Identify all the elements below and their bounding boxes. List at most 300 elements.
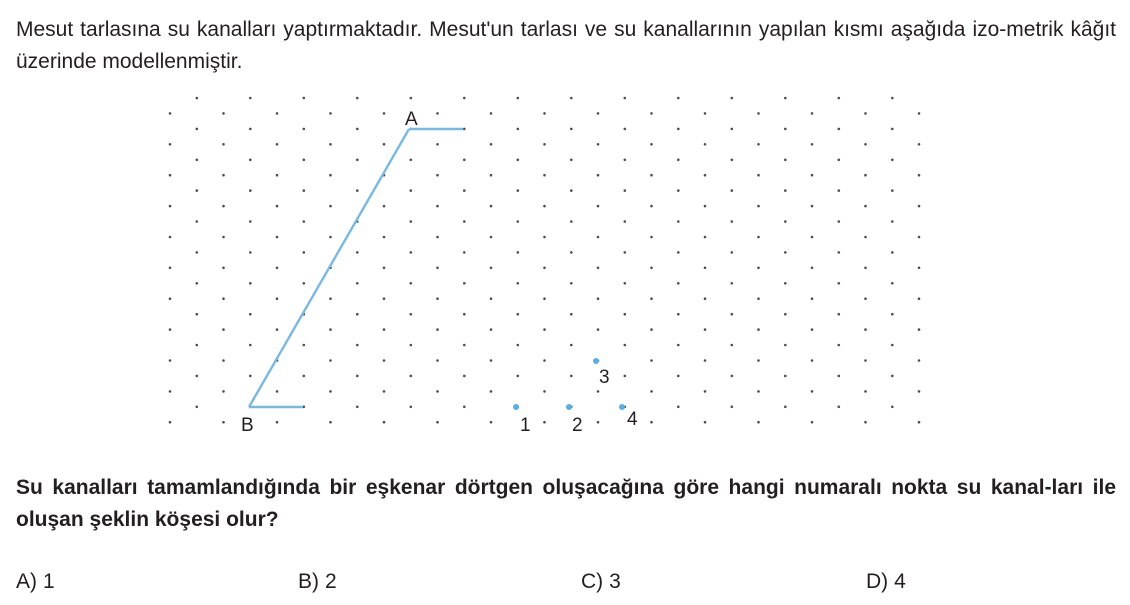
grid-dot xyxy=(704,297,707,300)
grid-dot xyxy=(303,159,306,162)
grid-dot xyxy=(918,267,921,270)
choice-letter: D) xyxy=(866,570,889,593)
grid-dot xyxy=(757,390,760,393)
grid-dot xyxy=(276,143,279,146)
grid-dot xyxy=(490,174,493,177)
choice-value: 4 xyxy=(894,570,906,593)
grid-dot xyxy=(757,236,760,239)
grid-dot xyxy=(704,143,707,146)
grid-dot xyxy=(169,112,172,115)
grid-dot xyxy=(329,174,332,177)
grid-dot xyxy=(356,313,359,316)
grid-dot xyxy=(356,97,359,100)
grid-dot xyxy=(677,344,680,347)
grid-dot xyxy=(543,205,546,208)
grid-dot xyxy=(249,251,252,254)
grid-dot xyxy=(303,128,306,131)
grid-dot xyxy=(677,406,680,409)
grid-dot xyxy=(918,359,921,362)
grid-dot xyxy=(517,220,520,223)
grid-dot xyxy=(704,328,707,331)
grid-dot xyxy=(169,328,172,331)
grid-dot xyxy=(731,282,734,285)
grid-dot xyxy=(222,174,225,177)
grid-dot xyxy=(650,174,653,177)
grid-dot xyxy=(196,282,199,285)
grid-dot xyxy=(249,128,252,131)
grid-dot xyxy=(222,328,225,331)
isometric-dot-grid xyxy=(169,97,921,424)
candidate-label-1: 1 xyxy=(520,415,531,436)
grid-dot xyxy=(276,205,279,208)
grid-dot xyxy=(329,359,332,362)
grid-dot xyxy=(276,297,279,300)
grid-dot xyxy=(918,421,921,424)
grid-dot xyxy=(597,328,600,331)
grid-dot xyxy=(597,112,600,115)
grid-dot xyxy=(731,220,734,223)
grid-dot xyxy=(864,236,867,239)
grid-dot xyxy=(918,390,921,393)
grid-dot xyxy=(731,344,734,347)
grid-dot xyxy=(597,421,600,424)
grid-dot xyxy=(383,421,386,424)
grid-dot xyxy=(329,112,332,115)
grid-dot xyxy=(677,159,680,162)
grid-dot xyxy=(650,421,653,424)
grid-dot xyxy=(329,297,332,300)
grid-dot xyxy=(169,174,172,177)
grid-dot xyxy=(891,282,894,285)
grid-dot xyxy=(597,205,600,208)
grid-dot xyxy=(196,344,199,347)
answer-choice-a[interactable] xyxy=(16,568,55,596)
grid-dot xyxy=(891,251,894,254)
grid-dot xyxy=(838,282,841,285)
grid-dot xyxy=(303,375,306,378)
grid-dot xyxy=(517,344,520,347)
grid-dot xyxy=(677,282,680,285)
grid-dot xyxy=(383,205,386,208)
grid-dot xyxy=(463,97,466,100)
grid-dot xyxy=(784,251,787,254)
grid-dot xyxy=(811,359,814,362)
grid-dot xyxy=(891,159,894,162)
grid-dot xyxy=(169,297,172,300)
grid-dot xyxy=(196,97,199,100)
grid-dot xyxy=(490,421,493,424)
grid-dot xyxy=(436,143,439,146)
grid-dot xyxy=(329,236,332,239)
grid-dot xyxy=(356,406,359,409)
grid-dot xyxy=(329,421,332,424)
grid-dot xyxy=(704,267,707,270)
grid-dot xyxy=(918,143,921,146)
grid-dot xyxy=(624,159,627,162)
grid-dot xyxy=(249,313,252,316)
grid-dot xyxy=(597,174,600,177)
grid-dot xyxy=(463,128,466,131)
grid-dot xyxy=(624,97,627,100)
answer-choice-c[interactable] xyxy=(581,568,621,596)
grid-dot xyxy=(838,189,841,192)
grid-dot xyxy=(410,282,413,285)
grid-dot xyxy=(517,375,520,378)
grid-dot xyxy=(543,112,546,115)
grid-dot xyxy=(704,421,707,424)
grid-dot xyxy=(410,159,413,162)
answer-choice-b[interactable] xyxy=(298,568,337,596)
grid-dot xyxy=(543,421,546,424)
choice-letter: B) xyxy=(298,570,319,593)
grid-dot xyxy=(570,128,573,131)
grid-dot xyxy=(811,205,814,208)
grid-dot xyxy=(650,112,653,115)
grid-dot xyxy=(222,236,225,239)
grid-dot xyxy=(490,205,493,208)
grid-dot xyxy=(410,97,413,100)
grid-dot xyxy=(356,251,359,254)
grid-dot xyxy=(864,267,867,270)
grid-dot xyxy=(517,128,520,131)
candidate-point-4-marker xyxy=(619,404,625,410)
grid-dot xyxy=(864,205,867,208)
grid-dot xyxy=(784,313,787,316)
grid-dot xyxy=(329,390,332,393)
choice-value: 2 xyxy=(325,570,337,593)
grid-dot xyxy=(650,236,653,239)
grid-dot xyxy=(784,406,787,409)
grid-dot xyxy=(677,251,680,254)
grid-dot xyxy=(490,390,493,393)
candidate-label-2: 2 xyxy=(572,415,583,436)
grid-dot xyxy=(838,251,841,254)
grid-dot xyxy=(784,159,787,162)
candidate-point-2-marker xyxy=(566,404,572,410)
grid-dot xyxy=(757,267,760,270)
grid-dot xyxy=(918,112,921,115)
grid-dot xyxy=(650,205,653,208)
grid-dot xyxy=(784,97,787,100)
grid-dot xyxy=(838,159,841,162)
grid-dot xyxy=(650,267,653,270)
grid-dot xyxy=(864,421,867,424)
grid-dot xyxy=(222,359,225,362)
grid-dot xyxy=(650,297,653,300)
grid-dot xyxy=(303,189,306,192)
grid-dot xyxy=(410,344,413,347)
grid-dot xyxy=(757,359,760,362)
vertex-label-b: B xyxy=(241,415,254,436)
choice-value: 3 xyxy=(609,570,621,593)
grid-dot xyxy=(249,97,252,100)
grid-dot xyxy=(329,143,332,146)
grid-dot xyxy=(463,220,466,223)
grid-dot xyxy=(891,344,894,347)
grid-dot xyxy=(383,328,386,331)
grid-dot xyxy=(597,267,600,270)
grid-dot xyxy=(704,174,707,177)
grid-dot xyxy=(490,267,493,270)
grid-dot xyxy=(356,159,359,162)
grid-dot xyxy=(410,189,413,192)
choice-value: 1 xyxy=(43,570,55,593)
grid-dot xyxy=(463,159,466,162)
grid-dot xyxy=(543,390,546,393)
grid-dot xyxy=(677,375,680,378)
grid-dot xyxy=(356,189,359,192)
grid-dot xyxy=(490,112,493,115)
grid-dot xyxy=(222,112,225,115)
grid-dot xyxy=(383,297,386,300)
grid-dot xyxy=(490,328,493,331)
grid-dot xyxy=(196,220,199,223)
grid-dot xyxy=(597,390,600,393)
grid-dot xyxy=(276,236,279,239)
grid-dot xyxy=(490,359,493,362)
grid-dot xyxy=(864,390,867,393)
grid-dot xyxy=(169,205,172,208)
grid-dot xyxy=(731,313,734,316)
grid-dot xyxy=(383,236,386,239)
vertex-label-a: A xyxy=(405,109,418,130)
grid-dot xyxy=(463,251,466,254)
grid-dot xyxy=(757,112,760,115)
grid-dot xyxy=(222,267,225,270)
grid-dot xyxy=(891,220,894,223)
grid-dot xyxy=(838,313,841,316)
grid-dot xyxy=(624,375,627,378)
grid-dot xyxy=(650,143,653,146)
grid-dot xyxy=(410,220,413,223)
grid-dot xyxy=(757,421,760,424)
grid-dot xyxy=(383,390,386,393)
answer-choice-d[interactable] xyxy=(866,568,906,596)
grid-dot xyxy=(169,236,172,239)
grid-dot xyxy=(356,128,359,131)
grid-dot xyxy=(517,282,520,285)
grid-dot xyxy=(811,174,814,177)
grid-dot xyxy=(624,189,627,192)
grid-dot xyxy=(249,220,252,223)
grid-dot xyxy=(570,282,573,285)
grid-dot xyxy=(731,128,734,131)
grid-dot xyxy=(624,251,627,254)
grid-dot xyxy=(436,236,439,239)
grid-dot xyxy=(222,390,225,393)
grid-dot xyxy=(436,421,439,424)
grid-dot xyxy=(570,251,573,254)
grid-dot xyxy=(196,375,199,378)
grid-dot xyxy=(811,112,814,115)
grid-dot xyxy=(410,406,413,409)
grid-dot xyxy=(303,251,306,254)
grid-dot xyxy=(436,297,439,300)
grid-dot xyxy=(383,143,386,146)
grid-dot xyxy=(356,344,359,347)
grid-dot xyxy=(249,189,252,192)
grid-dot xyxy=(463,375,466,378)
grid-dot xyxy=(570,313,573,316)
grid-dot xyxy=(891,128,894,131)
grid-dot xyxy=(329,205,332,208)
grid-dot xyxy=(329,328,332,331)
grid-dot xyxy=(757,205,760,208)
grid-dot xyxy=(570,375,573,378)
grid-dot xyxy=(196,406,199,409)
grid-dot xyxy=(169,421,172,424)
grid-dot xyxy=(811,421,814,424)
grid-dot xyxy=(918,236,921,239)
grid-dot xyxy=(463,344,466,347)
grid-dot xyxy=(704,205,707,208)
grid-dot xyxy=(757,297,760,300)
candidate-label-3: 3 xyxy=(599,367,610,388)
grid-dot xyxy=(918,205,921,208)
grid-dot xyxy=(543,297,546,300)
grid-dot xyxy=(731,189,734,192)
grid-dot xyxy=(490,236,493,239)
grid-dot xyxy=(864,359,867,362)
grid-dot xyxy=(757,174,760,177)
grid-dot xyxy=(731,375,734,378)
question-text: Su kanalları tamamlandığında bir eşkenar dörtgen oluşacağına göre hangi numaralı nokta su kanal-ları ile oluşan şeklin köşesi olur? xyxy=(16,476,1116,531)
grid-dot xyxy=(490,297,493,300)
grid-dot xyxy=(624,220,627,223)
grid-dot xyxy=(784,375,787,378)
grid-dot xyxy=(677,189,680,192)
grid-dot xyxy=(731,97,734,100)
grid-dot xyxy=(517,159,520,162)
grid-dot xyxy=(597,143,600,146)
grid-dot xyxy=(249,375,252,378)
grid-dot xyxy=(677,313,680,316)
grid-dot xyxy=(624,282,627,285)
grid-dot xyxy=(918,174,921,177)
choice-letter: A) xyxy=(16,570,37,593)
grid-dot xyxy=(864,174,867,177)
grid-dot xyxy=(543,236,546,239)
grid-dot xyxy=(677,97,680,100)
grid-dot xyxy=(276,267,279,270)
grid-dot xyxy=(838,375,841,378)
grid-dot xyxy=(704,112,707,115)
grid-dot xyxy=(731,159,734,162)
grid-dot xyxy=(597,297,600,300)
grid-dot xyxy=(624,344,627,347)
grid-dot xyxy=(517,97,520,100)
grid-dot xyxy=(410,251,413,254)
grid-dot xyxy=(731,406,734,409)
grid-dot xyxy=(356,282,359,285)
grid-dot xyxy=(784,220,787,223)
grid-dot xyxy=(383,112,386,115)
grid-dot xyxy=(303,282,306,285)
grid-dot xyxy=(276,390,279,393)
grid-dot xyxy=(463,189,466,192)
grid-dot xyxy=(784,344,787,347)
grid-dot xyxy=(811,236,814,239)
grid-dot xyxy=(624,128,627,131)
grid-dot xyxy=(276,112,279,115)
problem-intro: Mesut tarlasına su kanalları yaptırmaktadır. Mesut'un tarlası ve su kanallarının yapılan kısmı aşağıda izo-metrik kâğıt üzerinde modellenmiştir. xyxy=(16,18,1116,73)
grid-dot xyxy=(436,112,439,115)
grid-dot xyxy=(249,344,252,347)
grid-dot xyxy=(784,282,787,285)
grid-dot xyxy=(838,406,841,409)
grid-dot xyxy=(222,143,225,146)
grid-dot xyxy=(597,236,600,239)
candidate-point-3-marker xyxy=(593,358,599,364)
grid-dot xyxy=(463,282,466,285)
grid-dot xyxy=(918,297,921,300)
grid-dot xyxy=(704,390,707,393)
grid-dot xyxy=(757,328,760,331)
grid-dot xyxy=(731,251,734,254)
grid-dot xyxy=(570,220,573,223)
grid-dot xyxy=(436,328,439,331)
grid-dot xyxy=(543,143,546,146)
grid-dot xyxy=(891,375,894,378)
grid-dot xyxy=(222,421,225,424)
grid-dot xyxy=(543,328,546,331)
grid-dot xyxy=(784,189,787,192)
grid-dot xyxy=(891,97,894,100)
grid-dot xyxy=(677,128,680,131)
grid-dot xyxy=(677,220,680,223)
grid-dot xyxy=(864,143,867,146)
grid-dot xyxy=(249,159,252,162)
grid-dot xyxy=(222,205,225,208)
choice-letter: C) xyxy=(581,570,604,593)
grid-dot xyxy=(249,282,252,285)
grid-dot xyxy=(490,143,493,146)
grid-dot xyxy=(196,128,199,131)
grid-dot xyxy=(196,159,199,162)
grid-dot xyxy=(436,205,439,208)
candidate-label-4: 4 xyxy=(627,409,638,430)
grid-dot xyxy=(222,297,225,300)
grid-dot xyxy=(570,159,573,162)
grid-dot xyxy=(303,344,306,347)
grid-dot xyxy=(864,112,867,115)
grid-dot xyxy=(838,344,841,347)
grid-dot xyxy=(570,344,573,347)
grid-dot xyxy=(624,313,627,316)
grid-dot xyxy=(169,359,172,362)
grid-dot xyxy=(811,328,814,331)
grid-dot xyxy=(543,267,546,270)
grid-dot xyxy=(410,375,413,378)
grid-dot xyxy=(570,97,573,100)
grid-dot xyxy=(704,236,707,239)
grid-dot xyxy=(383,359,386,362)
grid-dot xyxy=(517,313,520,316)
grid-dot xyxy=(517,251,520,254)
grid-dot xyxy=(891,406,894,409)
grid-dot xyxy=(811,143,814,146)
grid-dot xyxy=(436,359,439,362)
grid-dot xyxy=(196,313,199,316)
grid-dot xyxy=(169,143,172,146)
grid-dot xyxy=(704,359,707,362)
grid-dot xyxy=(838,220,841,223)
grid-dot xyxy=(650,328,653,331)
grid-dot xyxy=(436,390,439,393)
grid-dot xyxy=(864,297,867,300)
grid-dot xyxy=(356,375,359,378)
grid-dot xyxy=(436,267,439,270)
